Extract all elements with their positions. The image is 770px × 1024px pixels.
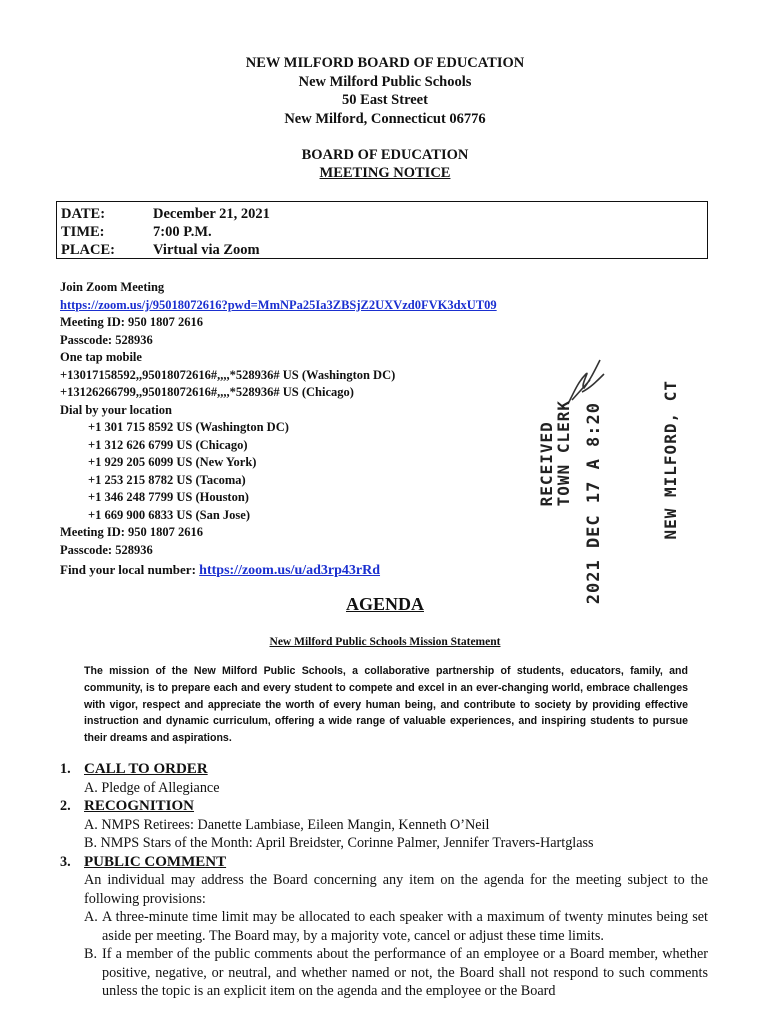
item-number: 2. — [60, 798, 71, 814]
dial-number: +1 301 715 8592 US (Washington DC) — [88, 420, 289, 434]
sub-item-text: A three-minute time limit may be allocated to each speaker with a maximum of twenty minutes being set aside per meeting. The Board may, by a majority vote, cancel or adjust these time limits. — [102, 909, 708, 944]
sub-item-letter: B. — [84, 946, 98, 962]
date-label: DATE: — [61, 206, 106, 222]
one-tap-label: One tap mobile — [60, 350, 142, 364]
school-name: New Milford Public Schools — [298, 73, 472, 90]
agenda-item-2 — [60, 797, 708, 816]
place-label: PLACE: — [61, 242, 115, 258]
sub-item-letter: A. — [84, 909, 98, 925]
time-label: TIME: — [61, 224, 105, 240]
passcode: Passcode: 528936 — [60, 332, 153, 347]
stamp-received — [538, 400, 572, 506]
meeting-notice-heading — [0, 146, 770, 182]
dial-number: +1 669 900 6833 US (San Jose) — [88, 507, 250, 522]
find-local-number — [60, 561, 560, 580]
item-intro: An individual may address the Board concerning any item on the agenda for the meeting subject to the following provisions: — [84, 872, 708, 907]
place-row — [57, 241, 707, 259]
agenda-item-3 — [60, 853, 708, 872]
dial-label: Dial by your location — [60, 402, 172, 417]
mission-statement: The mission of the New Milford Public Schools, a collaborative partnership of students, educators, family, and community, is to prepare each and every student to compete and excel in an ever-changing world, embrace challenges with vigor, respect and appreciate the worth of every human being, and contribute to society by providing effective instruction and dynamic curriculum, offering a wide range of valuable experiences, and inspiring students to pursue their dreams and aspirations. — [84, 665, 688, 745]
dial-number: +1 929 205 6099 US (New York) — [88, 455, 257, 469]
dial-number: +1 312 626 6799 US (Chicago) — [88, 437, 248, 452]
dial-number: +1 346 248 7799 US (Houston) — [88, 490, 249, 504]
date-row — [57, 205, 707, 223]
join-zoom-label: Join Zoom Meeting — [60, 280, 165, 294]
meeting-id-repeat: Meeting ID: 950 1807 2616 — [60, 525, 204, 539]
mission-title: New Milford Public Schools Mission Statement — [269, 636, 501, 648]
agenda-title: AGENDA — [345, 594, 424, 614]
city-address: New Milford, Connecticut 06776 — [284, 110, 486, 127]
sub-item — [60, 945, 708, 1001]
agenda-item-1 — [60, 760, 708, 779]
place-value: Virtual via Zoom — [153, 242, 260, 258]
agenda-items — [60, 760, 708, 1001]
item-title: PUBLIC COMMENT — [84, 853, 227, 870]
item-title: CALL TO ORDER — [84, 761, 208, 777]
zoom-meeting-link[interactable]: https://zoom.us/j/95018072616?pwd=MmNPa25Ia3ZBSjZ2UXVzd0FVK3dxUT09 — [60, 297, 497, 312]
find-local-label: Find your local number: — [60, 562, 196, 577]
zoom-info — [60, 279, 560, 580]
sub-item: A. Pledge of Allegiance — [84, 779, 220, 796]
notice-line-2: MEETING NOTICE — [319, 165, 451, 181]
meeting-id: Meeting ID: 950 1807 2616 — [60, 315, 204, 329]
item-title: RECOGNITION — [84, 798, 195, 814]
passcode-repeat: Passcode: 528936 — [60, 542, 153, 557]
letterhead — [0, 54, 770, 128]
stamp-received-text: RECEIVED — [537, 421, 556, 507]
item-number: 1. — [60, 761, 71, 777]
meeting-details-box — [56, 201, 708, 259]
street-address: 50 East Street — [342, 92, 428, 108]
time-value: 7:00 P.M. — [153, 224, 212, 240]
time-row — [57, 223, 707, 241]
item-number: 3. — [60, 853, 71, 870]
one-tap-number: +13126266799,,95018072616#,,,,*528936# US (Chicago) — [60, 385, 354, 399]
dial-number: +1 253 215 8782 US (Tacoma) — [88, 472, 246, 487]
sub-item: A. NMPS Retirees: Danette Lambiase, Eileen Mangin, Kenneth O’Neil — [84, 816, 490, 833]
org-name: NEW MILFORD BOARD OF EDUCATION — [245, 55, 525, 71]
sub-item: B. NMPS Stars of the Month: April Breidster, Corinne Palmer, Jennifer Travers-Hartglass — [84, 835, 594, 851]
sub-item — [60, 908, 708, 945]
stamp-town-clerk: TOWN CLERK — [554, 400, 573, 507]
one-tap-number: +13017158592,,95018072616#,,,,*528936# US (Washington DC) — [60, 367, 396, 382]
sub-item-text: If a member of the public comments about the performance of an employee or a Board member, whether positive, negative, or neutral, and whether named or not, the Board shall not respond to such comments unless the topic is an explicit item on the agenda and the employee or the Board — [102, 946, 708, 999]
stamp-location: NEW MILFORD, CT — [661, 380, 680, 540]
find-local-link[interactable]: https://zoom.us/u/ad3rp43rRd — [199, 563, 381, 578]
stamp-date: 2021 DEC 17 A 8:20 — [584, 402, 604, 605]
notice-line-1: BOARD OF EDUCATION — [301, 147, 469, 163]
date-value: December 21, 2021 — [153, 206, 270, 222]
